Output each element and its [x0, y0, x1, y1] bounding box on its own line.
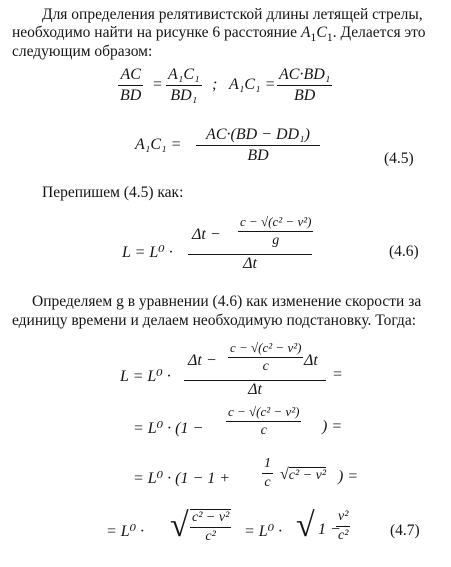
fraction-4-6: Δt − c − √(c² − v²) g Δt [188, 214, 312, 273]
fraction-ac-bd1-bd: AC·BD₁ BD [279, 66, 331, 104]
radical-fraction-2: v² c² [338, 509, 349, 543]
equation-number-4-7: (4.7) [390, 522, 420, 539]
point-c1: C [316, 24, 327, 41]
radical-fraction-1: c² − v² c² [192, 510, 230, 544]
radical-sign-1: √ [170, 507, 189, 544]
radical-sign-2: √ [296, 507, 315, 544]
inner-fraction-substitution: c − √(c² − v²) c [230, 340, 302, 374]
intro-line-3: следующим образом: [12, 43, 153, 60]
fraction-substitution: Δt − c − √(c² − v²) c Δt Δt [184, 340, 326, 399]
fraction-step-2: c − √(c² − v²) c [228, 404, 300, 438]
equation-4-6: L = L⁰ · Δt − c − √(c² − v²) g Δt [122, 214, 312, 272]
point-a1: A [300, 24, 311, 41]
equation-4-7: = L⁰ · √ c² − v² c² = L⁰ · √ 1 − v² c² [106, 507, 349, 544]
fraction-a1c1-bd1: A₁C₁ BD₁ [168, 66, 200, 104]
definition-line-1: Определяем g в уравнении (4.6) как изменение скорости за [32, 293, 422, 310]
rewrite-text: Перепишем (4.5) как: [42, 184, 184, 201]
fraction-ac-bd: AC BD [120, 66, 142, 104]
equation-number-4-5: (4.5) [384, 150, 414, 167]
fraction-one-over-c: 1 c [264, 456, 271, 490]
equation-substitution: L = L⁰ · Δt − c − √(c² − v²) c Δt Δt = [120, 340, 343, 398]
equation-number-4-6: (4.6) [389, 243, 419, 260]
fraction-4-5: AC·(BD − DD₁) BD [196, 126, 320, 165]
equation-step-2: = L⁰ · (1 − c − √(c² − v²) c ) = [133, 404, 343, 438]
equation-step-3: = L⁰ · (1 − 1 + 1 c √c² − v² ) = [133, 456, 359, 490]
intro-line-2-text: необходимо найти на рисунке 6 расстояние [12, 24, 301, 41]
definition-line-2: единицу времени и делаем необходимую подстановку. Тогда: [12, 312, 416, 329]
equation-4-5: A₁C₁ = AC·(BD − DD₁) BD [0, 126, 451, 172]
intro-line-1: Для определения релятивистской длины летящей стрелы, [42, 6, 423, 23]
radical-step-3: √c² − v² [280, 466, 327, 483]
intro-line-2: необходимо найти на рисунке 6 расстояние $A_1C_1$. Делается это [12, 24, 426, 45]
inner-fraction-4-6: c − √(c² − v²) g [240, 214, 312, 248]
intro-line-2-end: . Делается это [332, 24, 426, 41]
equation-ratio: AC BD = A₁C₁ BD₁ ; A₁C₁ = AC·BD₁ BD [120, 66, 331, 104]
